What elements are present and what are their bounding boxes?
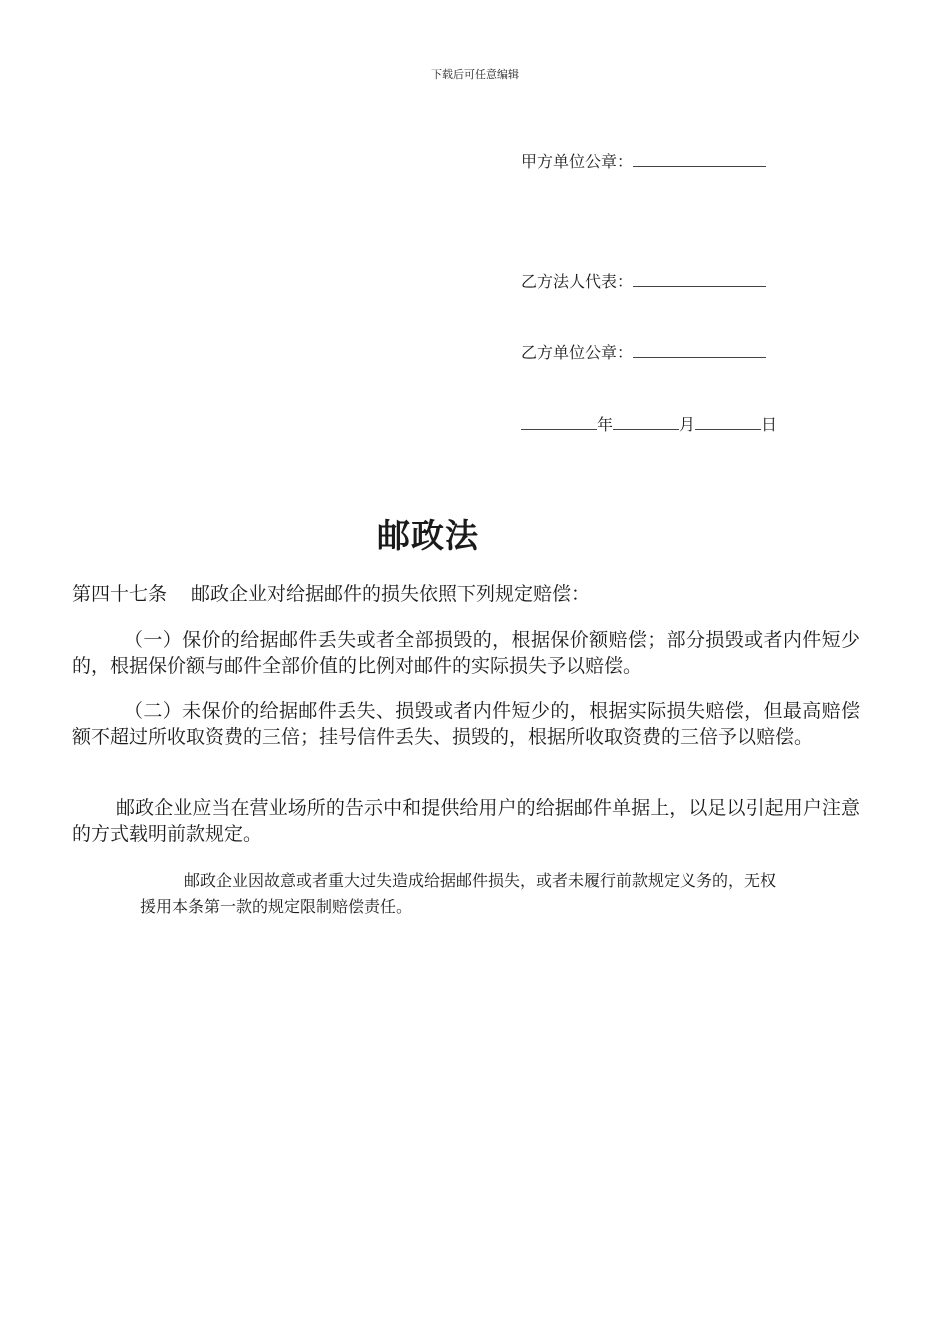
month-blank	[613, 415, 679, 430]
paragraph-insured-mail: （一）保价的给据邮件丢失或者全部损毁的，根据保价额赔偿；部分损毁或者内件短少的，根据保价额与邮件全部价值的比例对邮件的实际损失予以赔偿。	[72, 629, 860, 677]
article-heading-text: 邮政企业对给据邮件的损失依照下列规定赔偿：	[191, 583, 591, 605]
party-b-seal-label: 乙方单位公章：	[521, 343, 634, 362]
party-b-seal-line	[521, 343, 766, 363]
party-b-seal-blank	[633, 343, 766, 358]
paragraph-notice-requirement: 邮政企业应当在营业场所的告示中和提供给用户的给据邮件单据上，以足以引起用户注意的方式载明前款规定。	[72, 797, 860, 845]
party-a-seal-blank	[633, 152, 766, 167]
day-blank	[695, 415, 761, 430]
date-line	[521, 415, 777, 435]
paragraph-uninsured-mail: （二）未保价的给据邮件丢失、损毁或者内件短少的，根据实际损失赔偿，但最高赔偿额不超过所收取资费的三倍；挂号信件丢失、损毁的，根据所收取资费的三倍予以赔偿。	[72, 700, 860, 748]
party-b-rep-label: 乙方法人代表：	[521, 272, 634, 291]
article-heading	[72, 581, 860, 607]
party-b-rep-line	[521, 272, 766, 292]
party-a-seal-label: 甲方单位公章：	[521, 152, 634, 171]
header-note: 下载后可任意编辑	[431, 68, 519, 81]
day-label: 日	[761, 415, 778, 434]
party-a-seal-line	[521, 152, 766, 172]
document-title: 邮政法	[377, 516, 479, 555]
party-b-rep-blank	[633, 272, 766, 287]
article-number: 第四十七条	[72, 583, 168, 605]
year-label: 年	[597, 415, 614, 434]
month-label: 月	[679, 415, 696, 434]
paragraph-liability-limit: 邮政企业因故意或者重大过失造成给据邮件损失，或者未履行前款规定义务的，无权援用本条第一款的规定限制赔偿责任。	[140, 871, 777, 916]
year-blank	[521, 415, 597, 430]
